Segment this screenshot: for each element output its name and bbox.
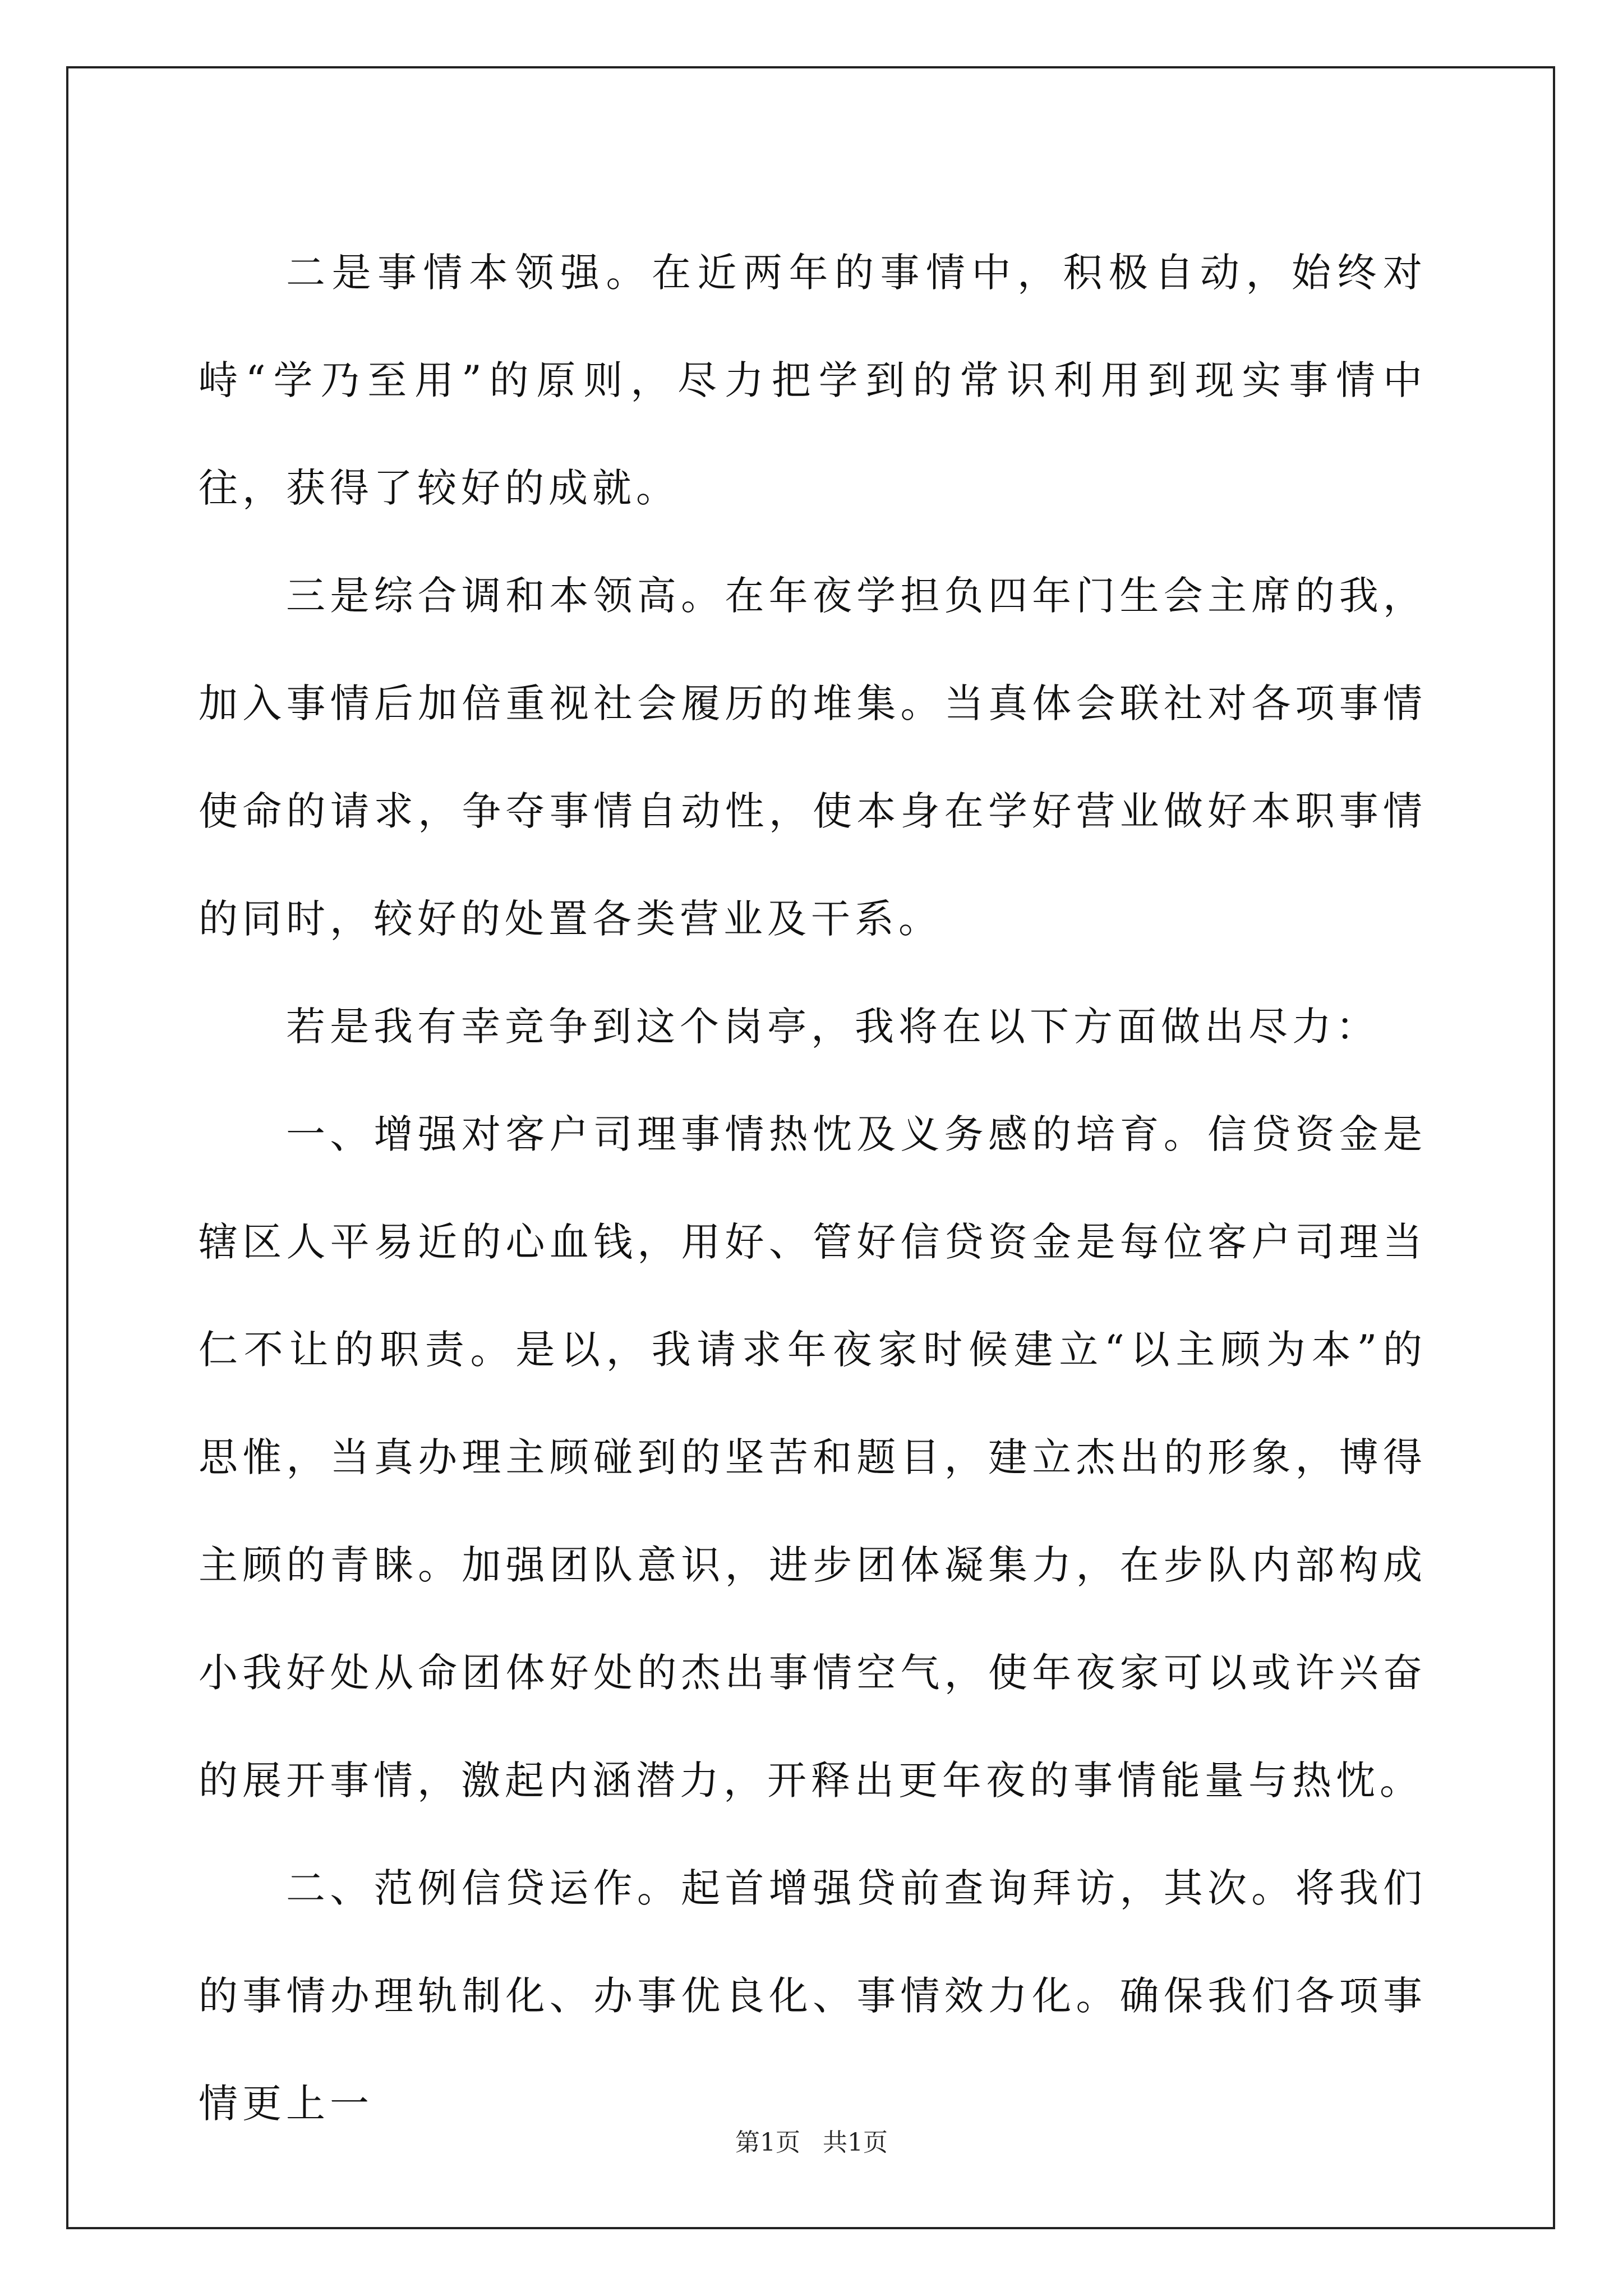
paragraph: 一、增强对客户司理事情热忱及义务感的培育。信贷资金是辖区人平易近的心血钱，用好、管好信贷资金是每位客户司理当仁不让的职责。是以，我请求年夜家时候建立“以主顾为本”的思惟，当真办理主顾碰到的坚苦和题目，建立杰出的形象，博得主顾的青睐。加强团队意识，进步团体凝集力，在步队内部构成小我好处从命团体好处的杰出事情空气，使年夜家可以或许兴奋的展开事情，激起内涵潜力，开释出更年夜的事情能量与热忱。 — [199, 1111, 1427, 1803]
paragraph: 三是综合调和本领高。在年夜学担负四年门生会主席的我，加入事情后加倍重视社会履历的堆集。当真体会联社对各项事情使命的请求，争夺事情自动性，使本身在学好营业做好本职事情的同时，较好的处置各类营业及干系。 — [199, 573, 1427, 942]
page-number: 第1页 — [735, 2128, 800, 2157]
paragraph: 二、范例信贷运作。起首增强贷前查询拜访，其次。将我们的事情办理轨制化、办事优良化、事情效力化。确保我们各项事情更上一 — [199, 1865, 1427, 2127]
page-footer — [0, 2126, 1623, 2160]
paragraph: 若是我有幸竞争到这个岗亭，我将在以下方面做出尽力： — [286, 1004, 1380, 1050]
paragraph: 二是事情本领强。在近两年的事情中，积极自动，始终对峙“学乃至用”的原则，尽力把学到的常识利用到现实事情中往，获得了较好的成就。 — [199, 250, 1427, 511]
document-body — [199, 219, 1427, 2157]
page-total: 共1页 — [823, 2128, 888, 2157]
